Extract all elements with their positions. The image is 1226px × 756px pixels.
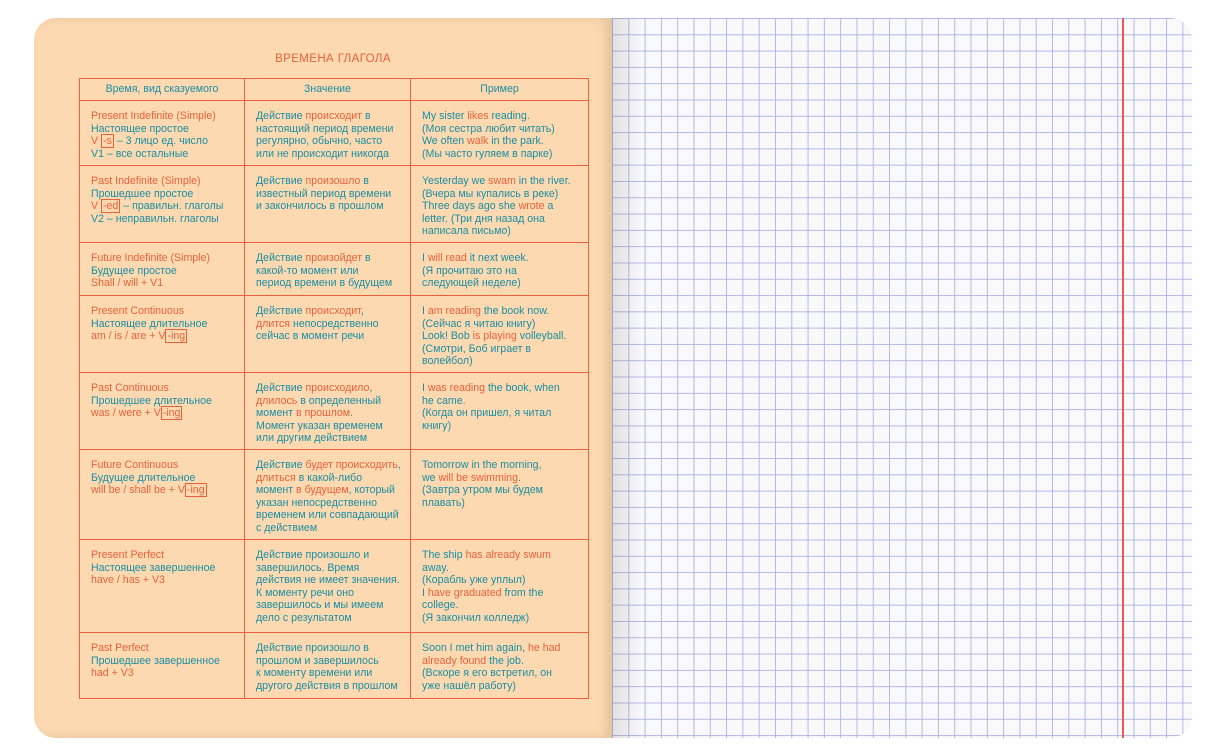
highlight-text: Present Continuous — [91, 305, 185, 317]
body-text: момент — [256, 484, 296, 497]
cell-line — [91, 562, 238, 575]
cell-line — [422, 135, 582, 148]
page-title: ВРЕМЕНА ГЛАГОЛА — [275, 53, 391, 65]
body-text: Настоящее простое — [91, 122, 189, 135]
highlight-text: walk — [467, 135, 489, 148]
example-cell — [411, 166, 589, 243]
suffix-box: -ing — [167, 330, 186, 343]
suffix-box: -ed — [103, 200, 119, 213]
body-text: Действие — [256, 110, 306, 122]
body-text: книгу) — [422, 419, 452, 432]
highlight-text: will be swimming — [438, 471, 518, 484]
highlight-text: V — [91, 200, 102, 213]
cell-line — [256, 497, 404, 510]
tense-cell — [80, 101, 245, 166]
cell-line — [256, 549, 404, 562]
highlight-text: V — [91, 135, 102, 148]
cell-line — [256, 318, 404, 331]
body-text: и закончилось в прошлом — [256, 200, 384, 213]
highlight-text: had + V3 — [91, 667, 134, 680]
body-text: непосредственно — [290, 317, 379, 330]
highlight-text: в будущем — [296, 484, 349, 497]
highlight-text: длиться — [256, 471, 296, 484]
cell-line — [422, 123, 582, 136]
cell-line — [422, 680, 582, 693]
cell-line — [256, 599, 404, 612]
body-text: the job. — [486, 654, 524, 667]
cell-line — [422, 188, 582, 201]
cell-line — [256, 148, 404, 161]
body-text: – 3 лицо ед. число — [113, 135, 208, 148]
body-text: I — [422, 252, 428, 264]
cell-line — [256, 277, 404, 290]
example-cell — [411, 296, 589, 373]
example-cell — [411, 373, 589, 450]
highlight-text: Past Continuous — [91, 382, 169, 394]
cell-line — [422, 148, 582, 161]
cell-line — [422, 305, 582, 318]
tense-cell — [80, 243, 245, 296]
body-text: he came. — [422, 394, 466, 407]
body-text: (Вскоре я его встретил, он — [422, 667, 552, 680]
body-text: reading. — [488, 110, 530, 122]
body-text: Будущее простое — [91, 264, 177, 277]
cell-line — [256, 472, 404, 485]
cell-line — [256, 587, 404, 600]
cell-line — [256, 252, 404, 265]
cell-line — [422, 459, 582, 472]
cell-line — [422, 407, 582, 420]
body-text: , — [369, 382, 373, 394]
body-text: написала письмо) — [422, 225, 511, 238]
highlight-text: Past Perfect — [91, 642, 149, 654]
body-text: volleyball. — [516, 330, 567, 343]
cell-line — [256, 655, 404, 668]
body-text: I — [422, 382, 428, 394]
cell-line — [422, 355, 582, 368]
body-text: I — [422, 586, 428, 599]
cell-line — [256, 395, 404, 408]
example-cell — [411, 450, 589, 540]
example-cell — [411, 101, 589, 166]
highlight-text: Present Indefinite (Simple) — [91, 110, 216, 122]
highlight-text: будет происходить — [305, 459, 398, 471]
highlight-text: he had — [528, 642, 561, 654]
highlight-text: am / is / are + V — [91, 330, 166, 343]
cell-line — [256, 680, 404, 693]
highlight-text: have graduated — [427, 586, 502, 599]
cell-line — [256, 459, 404, 472]
body-text: другого действия в прошлом — [256, 679, 398, 692]
tense-cell — [80, 540, 245, 633]
cell-line — [91, 655, 238, 668]
highlight-text: длилось — [256, 394, 298, 407]
cell-line — [91, 382, 238, 395]
left-page — [34, 18, 612, 738]
cell-line — [422, 549, 582, 562]
highlight-text: происходило — [305, 382, 370, 394]
highlight-text: произошло — [305, 175, 361, 187]
table-row — [80, 296, 589, 373]
body-text: Прошедшее простое — [91, 187, 194, 200]
cell-line — [256, 509, 404, 522]
body-text: сейчас в момент речи — [256, 330, 365, 343]
meaning-cell — [245, 101, 411, 166]
cell-line — [91, 213, 238, 226]
highlight-text: происходит — [305, 305, 361, 317]
body-text: Действие произошло и — [256, 549, 370, 561]
body-text: – правильн. глаголы — [120, 200, 224, 213]
cell-line — [422, 395, 582, 408]
cell-line — [422, 225, 582, 238]
body-text: или другим действием — [256, 432, 368, 445]
cell-line — [256, 200, 404, 213]
meaning-cell — [245, 166, 411, 243]
example-cell — [411, 243, 589, 296]
body-text: , который — [348, 484, 395, 497]
cell-line — [91, 549, 238, 562]
body-text: момент — [256, 407, 296, 420]
highlight-text: Future Indefinite (Simple) — [91, 252, 210, 264]
body-text: Three days ago she — [422, 200, 519, 213]
body-text: the book, when — [485, 382, 560, 394]
column-header-tense: Время, вид сказуемого — [80, 79, 245, 101]
body-text: Yesterday we — [422, 175, 489, 187]
cell-line — [256, 175, 404, 188]
cell-line — [256, 135, 404, 148]
body-text: К моменту речи оно — [256, 586, 354, 599]
body-text: в какой-либо — [295, 471, 363, 484]
cell-line — [422, 667, 582, 680]
cell-line — [256, 612, 404, 625]
body-text: с действием — [256, 521, 318, 534]
notebook-spread — [34, 18, 1192, 738]
cell-line — [422, 599, 582, 612]
body-text: (Сейчас я читаю книгу) — [422, 317, 536, 330]
body-text: Действие — [256, 305, 306, 317]
meaning-cell — [245, 243, 411, 296]
body-text: (Мы часто гуляем в парке) — [422, 147, 553, 160]
highlight-text: was reading — [427, 382, 486, 394]
meaning-cell — [245, 540, 411, 633]
body-text: We often — [422, 135, 468, 148]
cell-line — [91, 135, 238, 148]
table-row — [80, 101, 589, 166]
body-text: (Смотри, Боб играет в — [422, 342, 532, 355]
highlight-text: Shall / will + V1 — [91, 277, 164, 290]
highlight-text: Present Perfect — [91, 549, 165, 561]
cell-line — [256, 407, 404, 420]
cell-line — [422, 277, 582, 290]
suffix-box: -ing — [162, 407, 181, 420]
body-text: Действие — [256, 175, 306, 187]
body-text: период времени в будущем — [256, 277, 393, 290]
highlight-text: am reading — [427, 305, 481, 317]
cell-line — [91, 407, 238, 420]
body-text: (Я закончил колледж) — [422, 611, 530, 624]
table-header-row — [80, 79, 589, 101]
example-cell — [411, 633, 589, 699]
cell-line — [91, 252, 238, 265]
highlight-text: Past Indefinite (Simple) — [91, 175, 201, 187]
body-text: Действие — [256, 459, 306, 471]
suffix-box: -s — [103, 135, 112, 148]
body-text: away. — [422, 561, 449, 574]
cell-line — [91, 472, 238, 485]
cell-line — [422, 655, 582, 668]
body-text: временем или совпадающий — [256, 509, 399, 522]
meaning-cell — [245, 450, 411, 540]
cell-line — [422, 110, 582, 123]
cell-line — [422, 420, 582, 433]
cell-line — [256, 562, 404, 575]
cell-line — [422, 318, 582, 331]
body-text: Look! Bob — [422, 330, 473, 343]
suffix-box: -ing — [186, 484, 205, 497]
cell-line — [422, 343, 582, 356]
cell-line — [256, 188, 404, 201]
table-row — [80, 166, 589, 243]
cell-line — [91, 110, 238, 123]
highlight-text: already found — [422, 654, 487, 667]
highlight-text: is playing — [472, 330, 517, 343]
body-text: какой-то момент или — [256, 264, 359, 277]
cell-line — [256, 382, 404, 395]
body-text: in the river. — [515, 175, 571, 187]
tense-cell — [80, 633, 245, 699]
highlight-text: в прошлом — [296, 407, 351, 420]
body-text: завершилось. Время — [256, 561, 360, 574]
cell-line — [256, 123, 404, 136]
highlight-text: Future Continuous — [91, 459, 179, 471]
highlight-text: wrote — [518, 200, 545, 213]
meaning-cell — [245, 373, 411, 450]
body-text: дело с результатом — [256, 611, 352, 624]
tense-cell — [80, 166, 245, 243]
cell-line — [256, 574, 404, 587]
body-text: Настоящее завершенное — [91, 561, 216, 574]
body-text: действия не имеет значения. — [256, 574, 400, 587]
cell-line — [422, 562, 582, 575]
body-text: к моменту времени или — [256, 667, 373, 680]
cell-line — [422, 252, 582, 265]
body-text: завершилось и мы имеем — [256, 599, 384, 612]
cell-line — [256, 265, 404, 278]
cell-line — [256, 522, 404, 535]
cell-line — [91, 175, 238, 188]
body-text: , — [360, 305, 364, 317]
body-text: Настоящее длительное — [91, 317, 208, 330]
example-cell — [411, 540, 589, 633]
cell-line — [422, 175, 582, 188]
body-text: (Когда он пришел, я читал — [422, 407, 552, 420]
body-text: в — [362, 252, 371, 264]
cell-line — [91, 305, 238, 318]
cell-line — [422, 213, 582, 226]
cell-line — [422, 642, 582, 655]
cell-line — [422, 200, 582, 213]
body-text: . — [517, 471, 521, 484]
body-text: в — [360, 175, 369, 187]
table-row — [80, 243, 589, 296]
body-text: прошлом и завершилось — [256, 654, 379, 667]
body-text: в — [362, 110, 371, 122]
body-text: , — [397, 459, 401, 471]
cell-line — [422, 612, 582, 625]
highlight-text: was / were + V — [91, 407, 161, 420]
highlight-text: swam — [488, 175, 516, 187]
margin-line — [1122, 18, 1124, 738]
cell-line — [422, 574, 582, 587]
body-text: from the — [501, 586, 544, 599]
cell-line — [256, 432, 404, 445]
body-text: (Завтра утром мы будем — [422, 484, 543, 497]
meaning-cell — [245, 633, 411, 699]
body-text: My sister — [422, 110, 468, 122]
body-text: The ship — [422, 549, 466, 561]
table-row — [80, 540, 589, 633]
column-header-meaning: Значение — [245, 79, 411, 101]
body-text: Действие — [256, 382, 306, 394]
meaning-cell — [245, 296, 411, 373]
cell-line — [91, 574, 238, 587]
body-text: Действие — [256, 252, 306, 264]
highlight-text: has already swum — [465, 549, 551, 561]
cell-line — [91, 667, 238, 680]
cell-line — [91, 330, 238, 343]
cell-line — [422, 587, 582, 600]
graph-paper-page — [612, 18, 1192, 738]
cell-line — [91, 484, 238, 497]
body-text: уже нашёл работу) — [422, 679, 516, 692]
table-row — [80, 450, 589, 540]
body-text: регулярно, обычно, часто — [256, 135, 383, 148]
cell-line — [256, 667, 404, 680]
tense-cell — [80, 373, 245, 450]
cell-line — [91, 642, 238, 655]
body-text: следующей неделе) — [422, 277, 521, 290]
tense-cell — [80, 450, 245, 540]
body-text: in the park. — [488, 135, 544, 148]
cell-line — [256, 642, 404, 655]
body-text: Действие произошло в — [256, 642, 369, 654]
highlight-text: will read — [427, 252, 467, 264]
body-text: в определенный — [297, 394, 382, 407]
cell-line — [422, 265, 582, 278]
column-header-example: Пример — [411, 79, 589, 101]
cell-line — [256, 484, 404, 497]
body-text: Будущее длительное — [91, 471, 196, 484]
highlight-text: произойдет — [305, 252, 363, 264]
body-text: волейбол) — [422, 355, 473, 368]
body-text: или не происходит никогда — [256, 147, 389, 160]
cell-line — [256, 330, 404, 343]
highlight-text: will be / shall be + V — [91, 484, 185, 497]
cell-line — [91, 148, 238, 161]
highlight-text: длится — [256, 317, 291, 330]
tense-cell — [80, 296, 245, 373]
cell-line — [422, 484, 582, 497]
body-text: Soon I met him again, — [422, 642, 528, 654]
body-text: (Корабль уже уплыл) — [422, 574, 526, 587]
body-text: V2 – неправильн. глаголы — [91, 212, 219, 225]
highlight-text: происходит — [305, 110, 363, 122]
body-text: college. — [422, 599, 459, 612]
body-text: Момент указан временем — [256, 419, 383, 432]
body-text: Прошедшее завершенное — [91, 654, 220, 667]
highlight-text: have / has + V3 — [91, 574, 165, 587]
table-row — [80, 633, 589, 699]
body-text: I — [422, 305, 428, 317]
cell-line — [422, 330, 582, 343]
body-text: плавать) — [422, 496, 465, 509]
cell-line — [256, 110, 404, 123]
verb-tenses-table — [79, 78, 589, 699]
cell-line — [422, 472, 582, 485]
cell-line — [422, 497, 582, 510]
body-text: we — [422, 471, 439, 484]
body-text: . — [350, 407, 354, 420]
cell-line — [422, 382, 582, 395]
cell-line — [91, 200, 238, 213]
highlight-text: likes — [467, 110, 489, 122]
cell-line — [91, 459, 238, 472]
body-text: the book now. — [480, 305, 550, 317]
body-text: Tomorrow in the morning, — [422, 459, 542, 471]
body-text: указан непосредственно — [256, 496, 378, 509]
body-text: V1 – все остальные — [91, 147, 189, 160]
body-text: известный период времени — [256, 187, 392, 200]
cell-line — [256, 420, 404, 433]
table-row — [80, 373, 589, 450]
cell-line — [256, 305, 404, 318]
body-text: (Я прочитаю это на — [422, 264, 517, 277]
body-text: a — [544, 200, 554, 213]
body-text: (Моя сестра любит читать) — [422, 122, 555, 135]
body-text: (Вчера мы купались в реке) — [422, 187, 559, 200]
body-text: it next week. — [466, 252, 529, 264]
cell-line — [91, 277, 238, 290]
cell-line — [91, 265, 238, 278]
body-text: настоящий период времени — [256, 122, 394, 135]
body-text: Прошедшее длительное — [91, 394, 212, 407]
body-text: letter. (Три дня назад она — [422, 212, 545, 225]
